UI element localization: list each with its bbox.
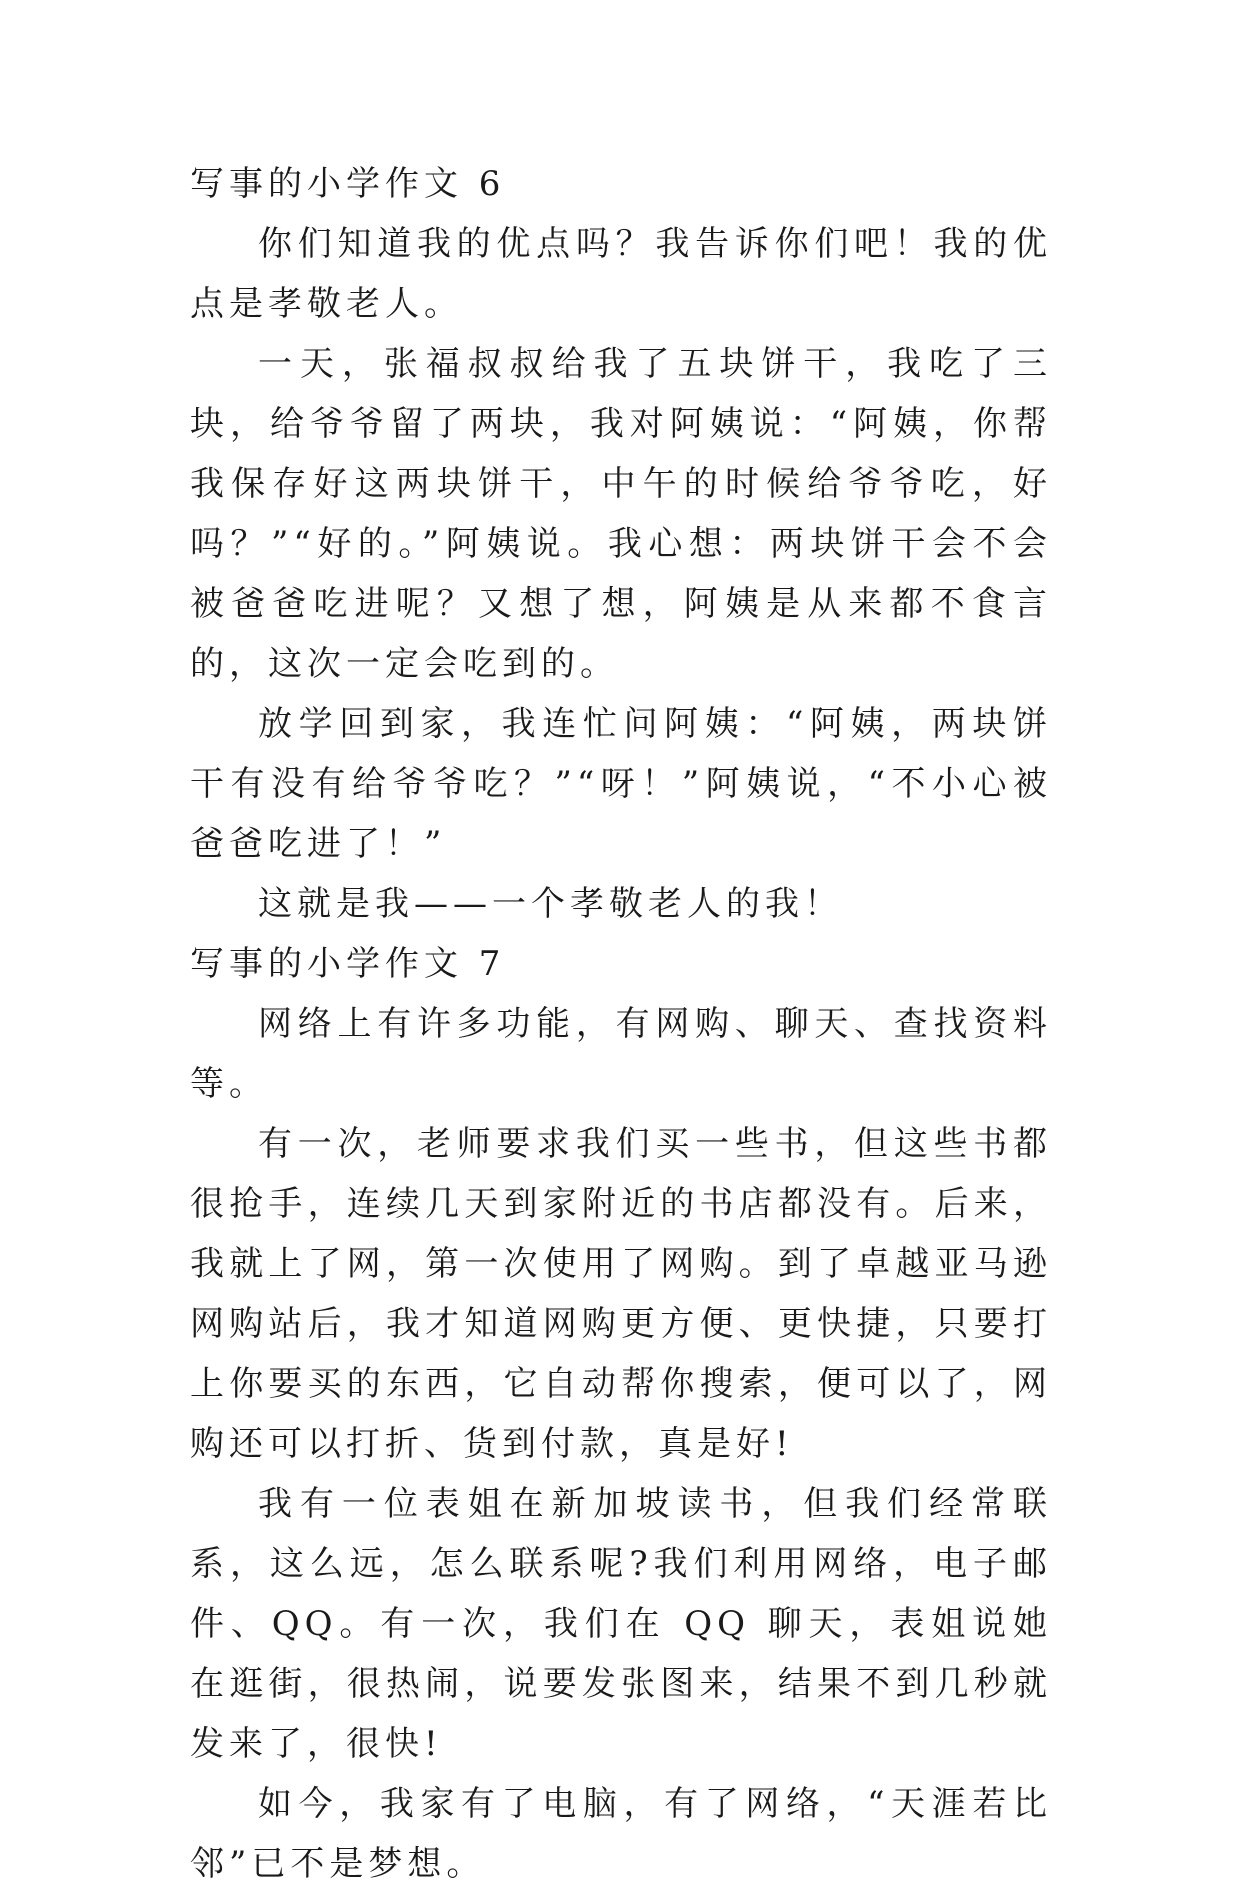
paragraph: 这就是我——一个孝敬老人的我！ xyxy=(258,884,843,924)
essay-section-7 xyxy=(190,934,1052,1894)
paragraph: 你们知道我的优点吗？我告诉你们吧！我的优点是孝敬老人。 xyxy=(190,224,1052,324)
paragraph: 网络上有许多功能，有网购、聊天、查找资料等。 xyxy=(190,1004,1052,1104)
paragraph: 有一次，老师要求我们买一些书，但这些书都很抢手，连续几天到家附近的书店都没有。后来，我就上了网，第一次使用了网购。到了卓越亚马逊网购站后，我才知道网购更方便、更快捷，只要打上你要买的东西，它自动帮你搜索，便可以了，网购还可以打折、货到付款，真是好! xyxy=(190,1124,1052,1464)
paragraph: 我有一位表姐在新加坡读书，但我们经常联系，这么远，怎么联系呢?我们利用网络，电子邮件、QQ。有一次，我们在 QQ 聊天，表姐说她在逛街，很热闹，说要发张图来，结果不到几秒就发来了，很快! xyxy=(190,1484,1052,1764)
section-title: 写事的小学作文 6 xyxy=(190,164,506,204)
paragraph: 一天，张福叔叔给我了五块饼干，我吃了三块，给爷爷留了两块，我对阿姨说：“阿姨，你帮我保存好这两块饼干，中午的时候给爷爷吃，好吗？”“好的。”阿姨说。我心想：两块饼干会不会被爸爸吃进呢？又想了想，阿姨是从来都不食言的，这次一定会吃到的。 xyxy=(190,344,1052,684)
section-title: 写事的小学作文 7 xyxy=(190,944,506,984)
paragraph: 放学回到家，我连忙问阿姨：“阿姨，两块饼干有没有给爷爷吃？”“呀！”阿姨说，“不小心被爸爸吃进了！” xyxy=(190,704,1052,864)
essay-section-6 xyxy=(190,154,1052,934)
paragraph: 如今，我家有了电脑，有了网络，“天涯若比邻”已不是梦想。 xyxy=(190,1784,1052,1884)
document-body xyxy=(190,154,1052,1894)
